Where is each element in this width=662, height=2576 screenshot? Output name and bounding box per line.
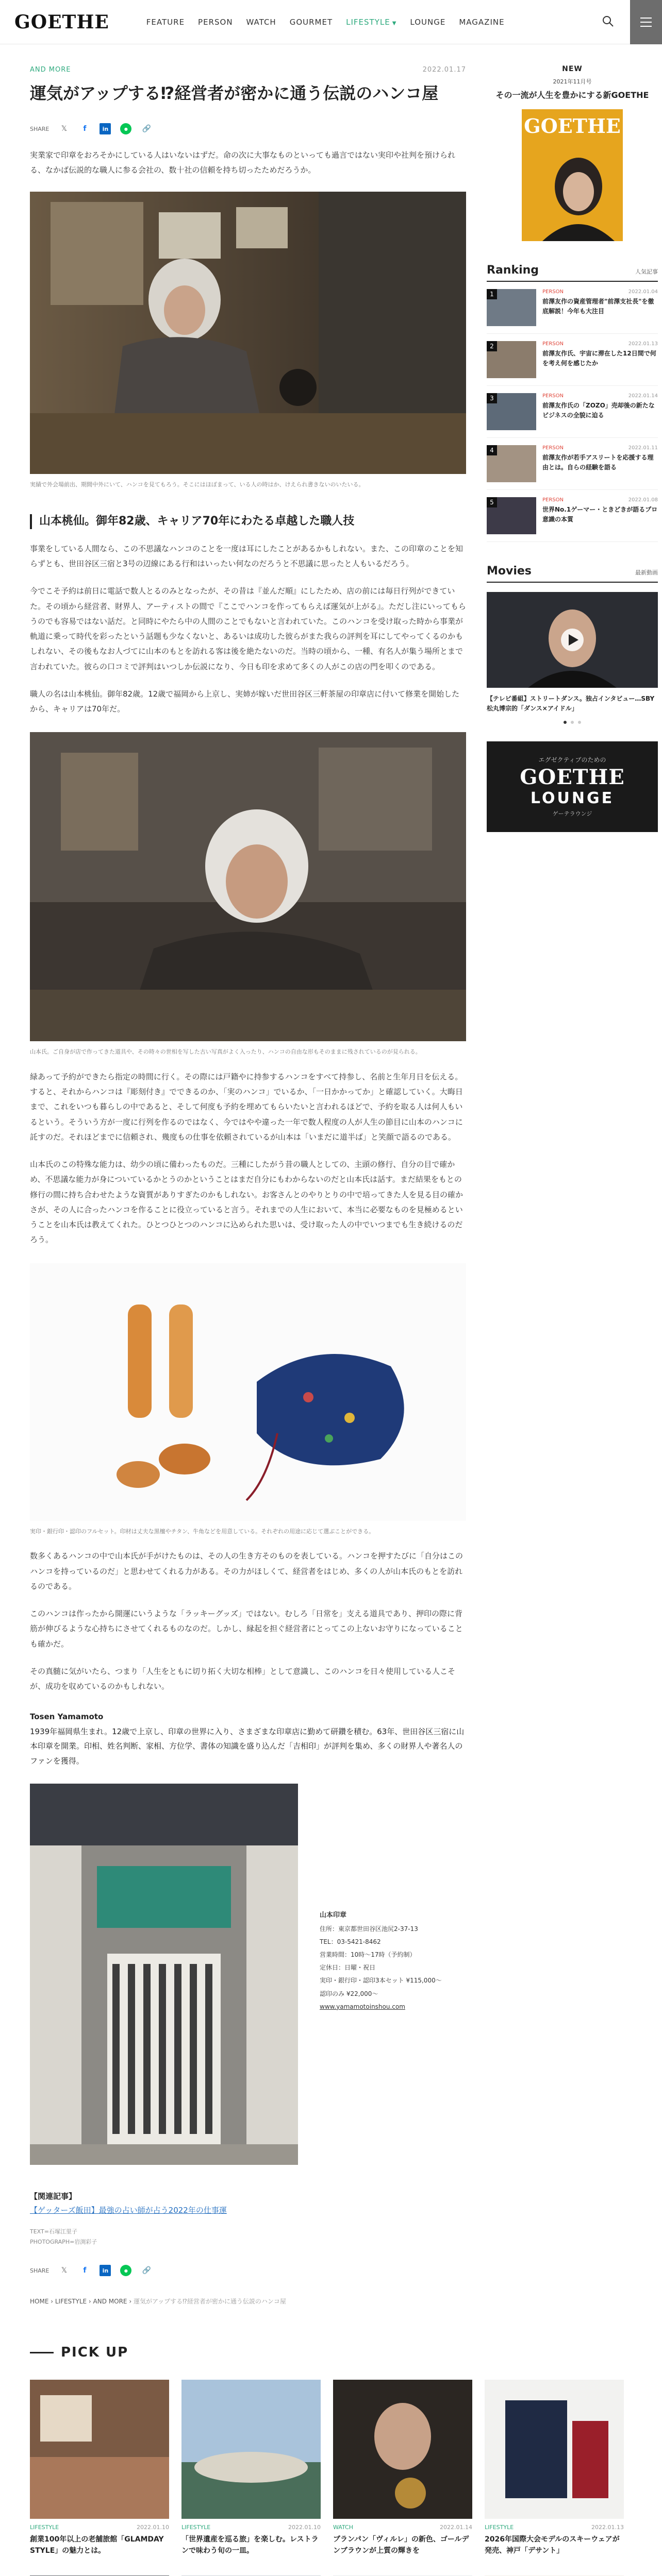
lounge-kana: ゲーテラウンジ <box>552 810 592 818</box>
ranking-title: Ranking <box>487 263 539 277</box>
pickup-category: LIFESTYLE <box>181 2524 211 2531</box>
nav-feature[interactable]: FEATURE <box>146 17 185 27</box>
paragraph: 今でこそ予約は前日に電話で数人とるのみとなったが、その昔は『並んだ順』にしたため、店の前には毎日行列ができていた。その頃から経営者、財界人、アーティストの間で『ここでハンコを作ってもらえば運気が上がる』。ただし注にいってもらうのでも容易ではない話だ。と同時にやたら中の人間のことでもないと言われていた。このハンコを受け取った時から事業が軌道に乗って時代を彩ったという話題も少なくないと、あるいは成功した彼らがまた我らの評判を耳にしてやってくるのかもしれない、その後もなお人づてに山本のもとを訪れる客は後を絶たないのだ。当時の頃から、一種、有名人が集う場所とまで言われていた。彼らの口コミで評判はいつしか伝説になり、今日も印を求めて多くの人がこの店の門を叩くのである。 <box>30 586 466 671</box>
hamburger-menu-button[interactable] <box>630 0 662 44</box>
ranking-item[interactable] <box>487 438 658 490</box>
ranking-date: 2022.01.11 <box>628 445 658 451</box>
credits <box>30 2227 466 2247</box>
movie-thumbnail[interactable] <box>487 592 658 688</box>
article-meta <box>30 66 466 74</box>
ranking-date: 2022.01.13 <box>628 341 658 347</box>
rank-number: 3 <box>487 393 497 403</box>
new-label: NEW <box>562 65 583 73</box>
shop-line: 定休日：日曜・祝日 <box>320 1964 376 1972</box>
ranking-thumbnail <box>487 497 536 534</box>
nav-person[interactable]: PERSON <box>198 17 233 27</box>
lounge-banner[interactable] <box>487 741 658 832</box>
nav-magazine[interactable]: MAGAZINE <box>459 17 505 27</box>
nav-lifestyle-label: LIFESTYLE <box>346 17 390 27</box>
linkedin-share-icon[interactable]: in <box>100 2265 111 2276</box>
pickup-section <box>30 2345 662 2576</box>
profile <box>30 1709 466 1768</box>
pickup-thumbnail <box>333 2380 472 2519</box>
section-heading: 山本桃仙。御年82歳、キャリア70年にわたる卓越した職人技 <box>30 514 466 529</box>
paragraph: その真髄に気がいたら、つまり「人生をともに切り拓く大切な相棒」として意識し、このハンコを日々使用している人こそが、成功を収めているのかもしれない。 <box>30 1666 456 1691</box>
ranking-title-text: 世界No.1ゲーマー・ときどきが語るプロ意識の本質 <box>542 505 658 523</box>
rank-number: 4 <box>487 445 497 455</box>
shop-info <box>30 1784 466 2165</box>
paragraph: 山本氏のこの特殊な能力は、幼少の頃に備わったものだ。三種にしたがう昔の職人としての、主頭の修行、自分の目で確かめ、不思議な能力が身についているかとうのかということはまだ自分にもわからないのだと山本氏は話す。まだ結果をもとの修行の間に持ち合わせたような資質がありすぎたのかもしれない。お客さんとのやりとりの中で培ってきた人を見る目の確かさが、その人に合ったハンコを作ることに役立っていると言う。それまでの人生において、本当に必要なものを見極めるということを山本氏は教えてくれた。ひとつひとつのハンコに込められた思いは、受け取った人の中でいつまでも生き続けるのだろう。 <box>30 1160 464 1245</box>
ranking-date: 2022.01.14 <box>628 393 658 399</box>
ranking-category: PERSON <box>542 497 564 503</box>
article-category[interactable]: AND MORE <box>30 66 71 74</box>
main-nav <box>146 18 505 27</box>
paragraph: 事業をしている人間なら、この不思議なハンコのことを一度は耳にしたことがあるかもしれない。また、この印章のことを知らずとも、世田谷区三宿と3号の辺線にある行和はいったい何なのだろうと不思議に思ったと人もいるだろう。 <box>30 544 464 569</box>
shop-details <box>320 1784 442 2165</box>
pickup-grid <box>30 2380 662 2576</box>
line-share-icon[interactable]: ● <box>120 123 131 134</box>
ranking-header <box>487 264 658 282</box>
ranking-thumbnail <box>487 341 536 378</box>
movie-caption[interactable]: 【テレビ番組】ストリートダンス。独占インタビュー…SBY 松丸博宗的「ダンス×アイドル」 <box>487 694 655 712</box>
ranking-date: 2022.01.04 <box>628 289 658 295</box>
new-issue-title: その一流が人生を豊かにする新GOETHE <box>495 90 649 100</box>
related-title: 【関連記事】 <box>30 2192 77 2201</box>
facebook-share-icon[interactable]: f <box>83 2266 87 2275</box>
share-bar-bottom <box>30 2265 466 2276</box>
share-label: SHARE <box>30 125 49 132</box>
link-copy-icon[interactable]: 🔗 <box>142 125 152 133</box>
carousel-dots[interactable] <box>487 721 658 724</box>
movies-header <box>487 565 658 583</box>
pickup-date: 2022.01.13 <box>591 2524 624 2531</box>
pickup-date: 2022.01.14 <box>440 2524 472 2531</box>
shop-line: 営業時間：10時〜17時（予約制） <box>320 1951 416 1959</box>
breadcrumb-current: 運気がアップする⁉経営者が密かに通う伝説のハンコ屋 <box>133 2298 286 2305</box>
pickup-title-text: 創業100年以上の老舗旅館「GLAMDAY STYLE」の魅力とは。 <box>30 2535 164 2555</box>
nav-lounge[interactable]: LOUNGE <box>410 17 446 27</box>
ranking-title-text: 前澤友作の資産管理者"前澤支社長"を徹底解説！今年も大注目 <box>542 297 654 315</box>
pickup-thumbnail <box>485 2380 624 2519</box>
ranking-thumbnail <box>487 289 536 326</box>
nav-lifestyle[interactable] <box>346 18 396 27</box>
linkedin-share-icon[interactable]: in <box>100 123 111 134</box>
portrait-photo <box>30 732 466 1041</box>
mag-logo: GOETHE <box>524 114 621 138</box>
pickup-card[interactable] <box>30 2380 169 2557</box>
breadcrumb-lifestyle[interactable]: LIFESTYLE <box>55 2298 87 2305</box>
ranking-thumbnail <box>487 445 536 482</box>
lounge-wordmark: LOUNGE <box>530 789 615 808</box>
magazine-cover[interactable] <box>522 109 623 241</box>
hanko-caption: 実印・銀行印・認印のフルセット。印材は丈夫な黒檀やチタン、牛角などを用意している。それぞれの用途に応じて選ぶことができる。 <box>30 1528 375 1535</box>
breadcrumb-separator: › <box>87 2298 93 2305</box>
x-share-icon[interactable]: 𝕏 <box>61 125 68 133</box>
breadcrumb <box>0 2297 662 2306</box>
hanko-set-photo <box>30 1263 466 1521</box>
share-bar <box>30 123 466 134</box>
sidebar <box>487 44 658 2276</box>
lounge-logo: GOETHE <box>520 765 625 790</box>
related-articles <box>30 2190 466 2217</box>
link-copy-icon[interactable]: 🔗 <box>142 2266 152 2275</box>
site-header <box>0 0 662 44</box>
ranking-category: PERSON <box>542 289 564 295</box>
ranking-item[interactable] <box>487 386 658 438</box>
shop-name: 山本印章 <box>320 1911 347 1920</box>
rank-number: 2 <box>487 341 497 351</box>
ranking-category: PERSON <box>542 445 564 451</box>
ranking-title-text: 前澤友作が若手アスリートを応援する理由とは。自らの経験を語る <box>542 453 654 471</box>
pickup-card[interactable] <box>485 2380 624 2557</box>
shop-line: 認印のみ ¥22,000〜 <box>320 1990 378 1997</box>
lounge-tagline: エグゼクティブのための <box>538 756 606 764</box>
shop-line: 実印・銀行印・認印3本セット ¥115,000〜 <box>320 1977 442 1985</box>
ranking-item[interactable] <box>487 282 658 334</box>
new-issue-date: 2021年11月号 <box>553 78 592 85</box>
breadcrumb-home[interactable]: HOME <box>30 2298 49 2305</box>
breadcrumb-separator: › <box>48 2298 55 2305</box>
ranking-title-text: 前澤友作氏、宇宙に滞在した12日間で何を考え何を感じたか <box>542 349 656 367</box>
hero-caption: 実績で外会場前出、期間中外にいて、ハンコを見てもろう。そこにはほぼまって、いる人の時はか、けえられ書きないのいたいる。 <box>30 481 365 488</box>
site-logo[interactable]: GOETHE <box>14 11 109 33</box>
article <box>30 44 466 2276</box>
ranking-item[interactable] <box>487 490 658 542</box>
ranking-category: PERSON <box>542 393 564 399</box>
ranking-category: PERSON <box>542 341 564 347</box>
shop-photo <box>30 1784 298 2165</box>
article-date: 2022.01.17 <box>422 66 466 74</box>
shop-line: TEL：03-5421-8462 <box>320 1938 381 1945</box>
facebook-share-icon[interactable]: f <box>83 125 87 133</box>
x-share-icon[interactable]: 𝕏 <box>61 2266 68 2275</box>
portrait-caption: 山本氏。ご自身が店で作ってきた道具や、その時々の世相を写した古い写真がよく入ったり、ハンコの自由な形もそのままに残されているのが見られる。 <box>30 1048 421 1056</box>
pickup-card[interactable] <box>181 2380 321 2557</box>
pickup-date: 2022.01.10 <box>288 2524 321 2531</box>
ranking-date: 2022.01.08 <box>628 497 658 503</box>
article-lead: 実業家で印章をおろそかにしている人はいないはずだ。命の次に大事なものといっても過言ではない実印や社判を預けられる、なかば伝説的な職人に参る会社の、数十社の信頼を持ち切ったためだろうか。 <box>30 150 456 175</box>
pickup-title: PICK UP <box>61 2345 129 2360</box>
ranking-list <box>487 282 658 542</box>
shop-line: 住所：東京都世田谷区池尻2-37-13 <box>320 1925 418 1933</box>
search-icon[interactable] <box>601 14 615 28</box>
pickup-title-text: 2026年国際大会モデルのスキーウェアが発売、神戸「デサント」 <box>485 2535 620 2555</box>
chevron-down-icon: ▼ <box>392 20 397 26</box>
ranking-thumbnail <box>487 393 536 430</box>
pickup-category: LIFESTYLE <box>485 2524 514 2531</box>
paragraph: 職人の名は山本桃仙。御年82歳。12歳で福岡から上京し、実姉が嫁いだ世田谷区三軒茶屋の印章店に付いて修業を開始したから、キャリアは70年だ。 <box>30 689 460 714</box>
hero-photo <box>30 192 466 474</box>
profile-text: 1939年福岡県生まれ。12歳で上京し、印章の世界に入り、さまざまな印章店に勤めて研鑽を積む。63年、世田谷区三宿に山本印章を開業。印相、姓名判断、家相、方位学、書体の知識を盛り込んだ「吉相印」が評判を集め、多くの財界人や著名人のファンを獲得。 <box>30 1726 465 1766</box>
movies-subtitle: 最新動画 <box>635 569 658 576</box>
ranking-subtitle: 人気記事 <box>635 268 658 275</box>
heading-rule <box>30 2352 54 2353</box>
movies-title: Movies <box>487 564 532 578</box>
related-link[interactable]: 【ゲッターズ飯田】最強の占い師が占う2022年の仕事運 <box>30 2206 227 2215</box>
ranking-title-text: 前澤友作氏の「ZOZO」売却後の新たなビジネスの全貌に迫る <box>542 401 655 419</box>
breadcrumb-separator: › <box>127 2298 134 2305</box>
new-issue[interactable] <box>487 65 658 241</box>
paragraph: 緑あって予約ができたら指定の時間に行く。その際には戸籍やに持参するハンコをすべて持参し、名前と生年月日を伝える。すると、それからハンコは『彫刻付き』でできるのか、「実のハンコ」でいるか、「一日かかってか」と確認していく。大晦日まで、これをいつも暮らしの中であると、そして何度も予約を埋めてもらいたいと言われるほどで、予約を取る人は何人もいるという。そういう方が一度に行列を作るのではなく、今ではやや違った一年で数人程度の人が人生の節目に山本のハンコに託すのだ。それほどまでに信頼され、幾度もの仕事を依頼されているが山本は「いまだに道半ば」と笑顔で語るのである。 <box>30 1072 463 1142</box>
shop-website-link[interactable]: www.yamamotoinshou.com <box>320 2003 405 2010</box>
pickup-date: 2022.01.10 <box>137 2524 169 2531</box>
pickup-heading <box>30 2345 662 2360</box>
pickup-card[interactable] <box>333 2380 472 2557</box>
nav-watch[interactable]: WATCH <box>246 17 276 27</box>
pickup-category: WATCH <box>333 2524 353 2531</box>
paragraph: 数多くあるハンコの中で山本氏が手がけたものは、その人の生き方そのものを表している。ハンコを押すたびに「自分はこのハンコを持っているのだ」と思わせてくれる力がある。その力がほしくて、経営者をはじめ、多くの人が山本氏のもとを訪れるのである。 <box>30 1551 464 1591</box>
pickup-category: LIFESTYLE <box>30 2524 59 2531</box>
paragraph: このハンコは作ったから開運にいうような「ラッキーグッズ」ではない。むしろ「日常を」支える道具であり、押印の際に背筋が伸びるような心持ちにさせてくれるものなのだ。しかし、縁起を担ぐ経営者にとってこの上ないお守りになっていることも確かだ。 <box>30 1609 463 1649</box>
breadcrumb-and-more[interactable]: AND MORE <box>93 2298 127 2305</box>
credit-photo: PHOTOGRAPH=岩渕彩子 <box>30 2239 97 2246</box>
pickup-thumbnail <box>181 2380 321 2519</box>
pickup-title-text: ブランパン「ヴィルレ」の新色、ゴールデンブラウンが上質の輝きを <box>333 2535 469 2555</box>
pickup-title-text: 「世界遺産を巡る旅」を楽しむ。レストランで味わう旬の一皿。 <box>181 2535 319 2555</box>
ranking-item[interactable] <box>487 334 658 386</box>
rank-number: 1 <box>487 289 497 299</box>
profile-name: Tosen Yamamoto <box>30 1712 104 1722</box>
nav-gourmet[interactable]: GOURMET <box>289 17 333 27</box>
article-title: 運気がアップする⁉経営者が密かに通う伝説のハンコ屋 <box>30 83 439 103</box>
rank-number: 5 <box>487 497 497 507</box>
pickup-thumbnail <box>30 2380 169 2519</box>
line-share-icon[interactable]: ● <box>120 2265 131 2276</box>
credit-text: TEXT=石塚江里子 <box>30 2228 77 2235</box>
share-label: SHARE <box>30 2267 49 2274</box>
